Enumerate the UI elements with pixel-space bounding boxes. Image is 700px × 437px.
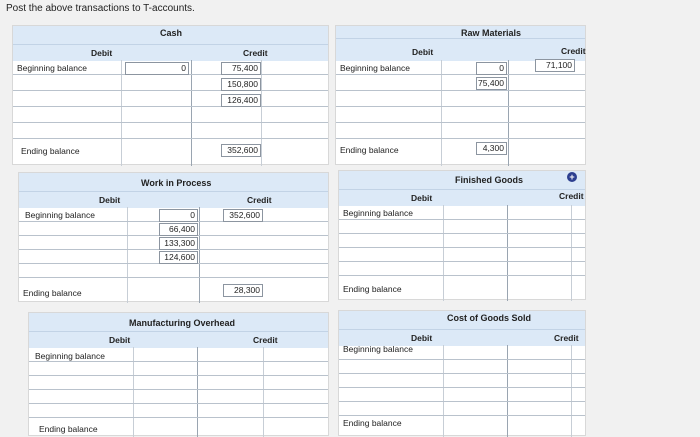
beginning-balance-label: Beginning balance bbox=[343, 208, 413, 218]
t-account-title: Cash bbox=[160, 28, 183, 38]
credit-header: Credit bbox=[554, 333, 579, 343]
debit-header: Debit bbox=[411, 193, 433, 203]
wip-debit-input-3[interactable]: 124,600 bbox=[159, 251, 198, 264]
wip-debit-input-2[interactable]: 133,300 bbox=[159, 237, 198, 250]
t-account-title: Finished Goods bbox=[455, 175, 524, 185]
credit-header: Credit bbox=[247, 195, 272, 205]
cash-credit-input-3[interactable]: 126,400 bbox=[221, 94, 261, 107]
debit-header: Debit bbox=[91, 48, 113, 58]
t-account-cash bbox=[12, 25, 329, 165]
ending-balance-label: Ending balance bbox=[340, 145, 399, 155]
ending-balance-label: Ending balance bbox=[343, 418, 402, 428]
credit-header: Credit bbox=[559, 191, 584, 201]
ending-balance-label: Ending balance bbox=[39, 424, 98, 434]
t-account-title: Cost of Goods Sold bbox=[447, 313, 531, 323]
credit-header: Credit bbox=[561, 46, 586, 56]
t-account-raw-materials bbox=[335, 25, 586, 165]
debit-header: Debit bbox=[411, 333, 433, 343]
beginning-balance-label: Beginning balance bbox=[17, 63, 87, 73]
plus-icon: + bbox=[567, 172, 577, 182]
credit-header: Credit bbox=[253, 335, 278, 345]
wip-debit-input-1[interactable]: 66,400 bbox=[159, 223, 198, 236]
beginning-balance-label: Beginning balance bbox=[35, 351, 105, 361]
ending-balance-label: Ending balance bbox=[343, 284, 402, 294]
cash-ending-input[interactable]: 352,600 bbox=[221, 144, 261, 157]
ending-balance-label: Ending balance bbox=[23, 288, 82, 298]
cash-beginning-input[interactable]: 0 bbox=[125, 62, 189, 75]
raw-materials-debit-input-1[interactable]: 75,400 bbox=[476, 77, 507, 90]
cash-credit-input-2[interactable]: 150,800 bbox=[221, 78, 261, 91]
t-account-manufacturing-overhead bbox=[28, 312, 329, 436]
beginning-balance-label: Beginning balance bbox=[340, 63, 410, 73]
t-account-title: Work in Process bbox=[141, 178, 212, 188]
t-account-title: Manufacturing Overhead bbox=[129, 318, 236, 328]
t-account-title: Raw Materials bbox=[461, 28, 522, 38]
beginning-balance-label: Beginning balance bbox=[343, 344, 413, 354]
debit-header: Debit bbox=[109, 335, 131, 345]
beginning-balance-label: Beginning balance bbox=[25, 210, 95, 220]
t-account-cost-of-goods-sold bbox=[338, 310, 586, 436]
raw-materials-credit-input-1[interactable]: 71,100 bbox=[535, 59, 575, 72]
wip-credit-input-1[interactable]: 352,600 bbox=[223, 209, 263, 222]
debit-header: Debit bbox=[412, 47, 434, 57]
cash-credit-input-1[interactable]: 75,400 bbox=[221, 62, 261, 75]
debit-header: Debit bbox=[99, 195, 121, 205]
wip-beginning-input[interactable]: 0 bbox=[159, 209, 198, 222]
wip-ending-input[interactable]: 28,300 bbox=[223, 284, 263, 297]
instruction-text: Post the above transactions to T-accounts. bbox=[6, 3, 195, 14]
raw-materials-beginning-input[interactable]: 0 bbox=[476, 62, 507, 75]
credit-header: Credit bbox=[243, 48, 268, 58]
t-account-finished-goods bbox=[338, 170, 586, 300]
ending-balance-label: Ending balance bbox=[21, 146, 80, 156]
raw-materials-ending-input[interactable]: 4,300 bbox=[476, 142, 507, 155]
t-account-work-in-process bbox=[18, 172, 329, 302]
